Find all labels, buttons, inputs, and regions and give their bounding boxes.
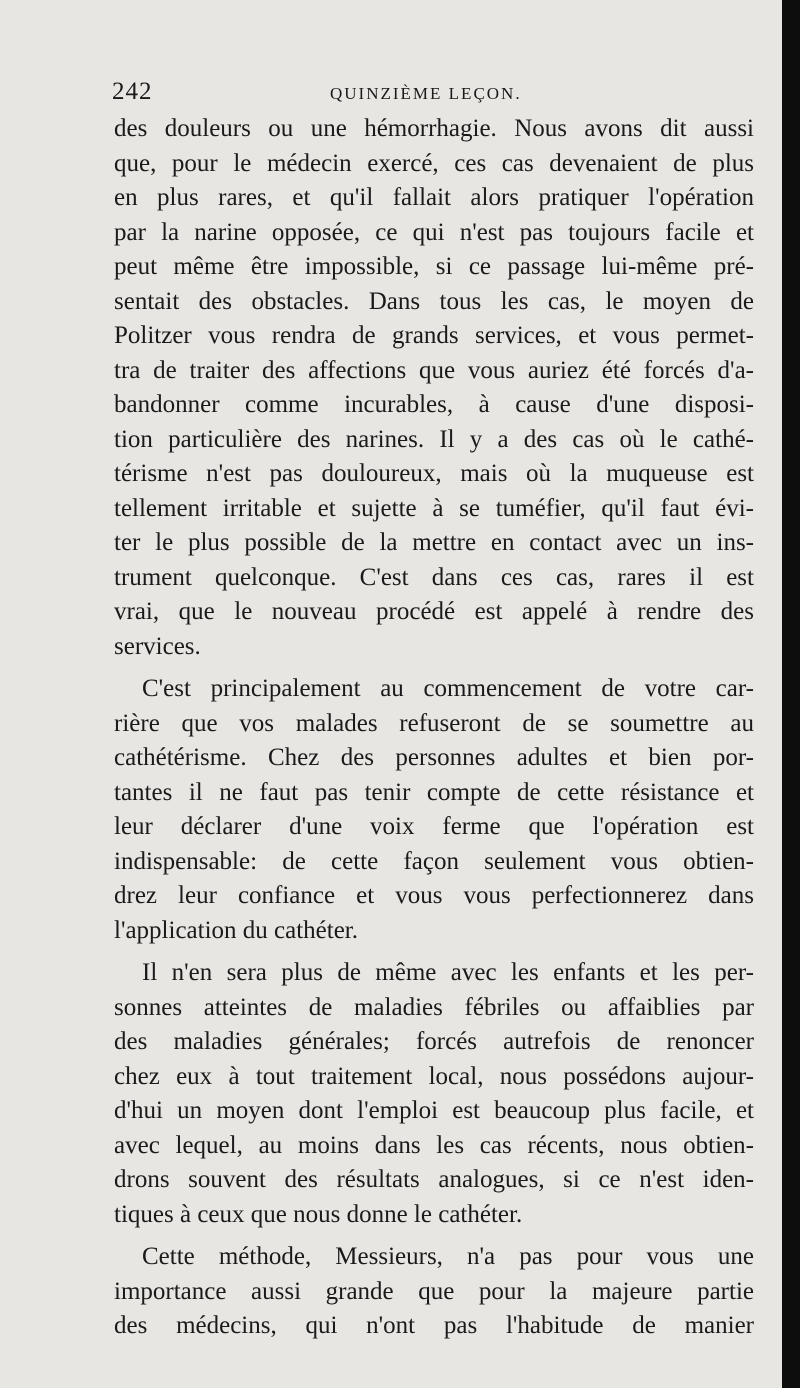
text-line: tra de traiter des affections que vous auriez été forcés d'a- [114,356,754,384]
text-line: par la narine opposée, ce qui n'est pas toujours facile et [114,218,754,246]
text-line: Il n'en sera plus de même avec les enfants et les per- [142,959,754,986]
text-line: bandonner comme incurables, à cause d'une disposi- [114,391,754,418]
text-line: Politzer vous rendra de grands services, et vous permet- [114,322,754,349]
text-line: avec lequel, au moins dans les cas récents, nous obtien- [114,1131,754,1159]
text-line: tiques à ceux que nous donne le cathéter. [114,1200,523,1228]
text-line: cathétérisme. Chez des personnes adultes et bien por- [114,744,754,771]
paragraph-4 [114,1240,754,1344]
text-line: tantes il ne faut pas tenir compte de cette résistance et [114,778,754,806]
text-line: térisme n'est pas douloureux, mais où la muqueuse est [114,460,754,487]
text-line: des douleurs ou une hémorrhagie. Nous avons dit aussi [114,115,754,142]
text-line: rière que vos malades refuseront de se soumettre au [114,709,754,737]
text-line: trument quelconque. C'est dans ces cas, rares il est [114,563,754,591]
text-line: services. [114,632,201,660]
text-line: indispensable: de cette façon seulement vous obtien- [114,847,754,875]
running-head: QUINZIÈME LEÇON. [330,84,522,103]
page-number: 242 [112,78,153,105]
text-line: chez eux à tout traitement local, nous possédons aujour- [114,1062,754,1090]
text-line: ter le plus possible de la mettre en contact avec un ins- [114,529,754,556]
page-edge-shadow [782,0,800,1388]
text-line: des maladies générales; forcés autrefois de renoncer [114,1028,754,1055]
text-line: peut même être impossible, si ce passage lui-même pré- [114,253,754,280]
text-line: C'est principalement au commencement de votre car- [142,675,754,702]
text-line: importance aussi grande que pour la majeure partie [114,1277,754,1305]
paragraph-2 [114,672,754,948]
text-line: l'application du cathéter. [114,916,358,944]
text-line: drons souvent des résultats analogues, si ce n'est iden- [114,1166,754,1193]
text-line: drez leur confiance et vous vous perfectionnerez dans [114,882,754,909]
paragraph-1 [114,112,754,664]
text-line: que, pour le médecin exercé, ces cas devenaient de plus [114,149,754,177]
text-line: vrai, que le nouveau procédé est appelé à rendre des [114,598,754,625]
text-line: leur déclarer d'une voix ferme que l'opération est [114,813,754,840]
text-line: sonnes atteintes de maladies fébriles ou affaiblies par [114,993,754,1021]
text-line: des médecins, qui n'ont pas l'habitude de manier [114,1312,754,1339]
text-line: Cette méthode, Messieurs, n'a pas pour vous une [142,1243,754,1270]
text-line: tellement irritable et sujette à se tuméfier, qu'il faut évi- [114,494,754,522]
text-line: d'hui un moyen dont l'emploi est beaucoup plus facile, et [114,1097,754,1124]
text-line: en plus rares, et qu'il fallait alors pratiquer l'opération [114,184,754,211]
text-line: tion particulière des narines. Il y a des cas où le cathé- [114,425,754,453]
page-header [112,78,752,112]
body-text [114,112,754,1344]
text-line: sentait des obstacles. Dans tous les cas, le moyen de [114,287,754,315]
paragraph-3 [114,956,754,1232]
